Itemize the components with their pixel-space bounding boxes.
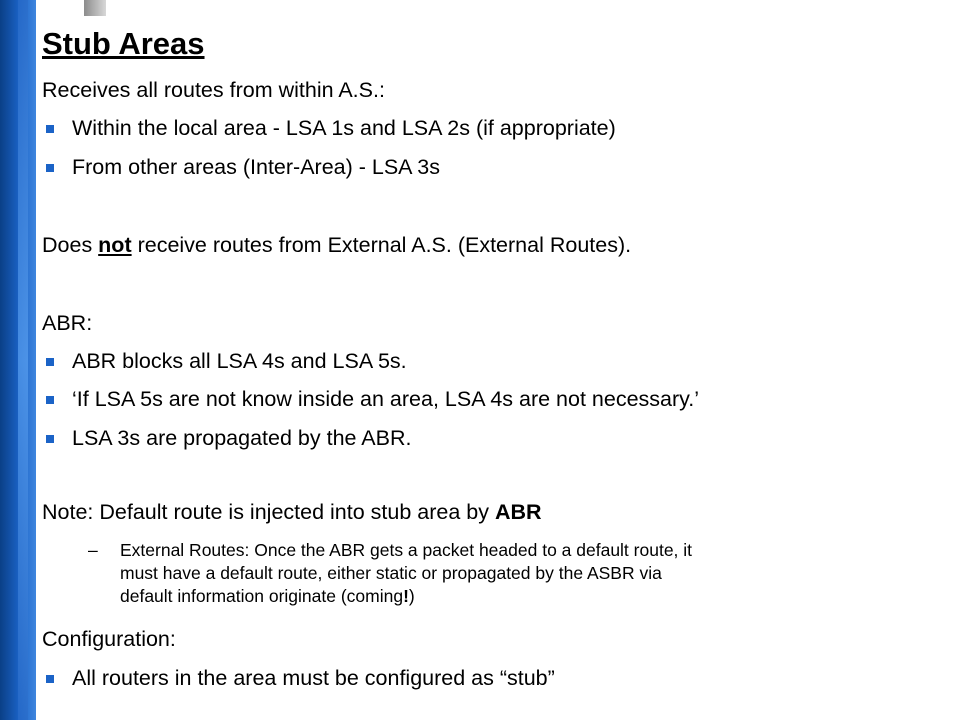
square-bullet-icon	[46, 396, 54, 404]
sub-note-line-1: External Routes: Once the ABR gets a packet headed to a default route, it	[120, 540, 693, 560]
sub-line3-bold: !	[403, 586, 409, 606]
sub-line3-prefix: default information originate (coming	[120, 586, 404, 606]
sub-note-line-3	[120, 585, 910, 608]
bullet-text: From other areas (Inter-Area) - LSA 3s	[72, 155, 441, 179]
configuration-heading: Configuration:	[42, 627, 176, 651]
bullet-item-6	[46, 666, 555, 691]
note-abr-bold: ABR	[494, 500, 542, 524]
square-bullet-icon	[46, 675, 54, 683]
dash-marker: –	[88, 540, 98, 560]
bullet-item-2	[46, 155, 440, 180]
bullet-item-4	[46, 387, 699, 412]
not-emphasis: not	[98, 233, 132, 257]
bullet-item-3	[46, 349, 407, 374]
sub-note-block	[88, 539, 948, 611]
square-bullet-icon	[46, 358, 54, 366]
bullet-item-5	[46, 426, 411, 451]
left-decorative-bar	[0, 0, 36, 720]
bullet-text: ‘If LSA 5s are not know inside an area, LSA 4s are not necessary.’	[72, 387, 700, 411]
bullet-item-1	[46, 116, 616, 141]
bullet-text: Within the local area - LSA 1s and LSA 2s (if appropriate)	[72, 116, 616, 140]
does-prefix: Does	[42, 233, 99, 257]
sub-note-line-2: must have a default route, either static or propagated by the ASBR via	[120, 563, 662, 583]
left-bar-stripe	[18, 0, 28, 720]
sub-line3-suffix: )	[408, 586, 415, 606]
does-suffix: receive routes from External A.S. (External Routes).	[131, 233, 632, 257]
sub-note-text	[120, 539, 910, 608]
square-bullet-icon	[46, 125, 54, 133]
slide-title: Stub Areas	[42, 26, 205, 61]
receives-line: Receives all routes from within A.S.:	[42, 78, 385, 102]
bullet-text: ABR blocks all LSA 4s and LSA 5s.	[72, 349, 407, 373]
top-corner-decoration	[84, 0, 106, 16]
does-not-line	[42, 233, 631, 258]
note-prefix: Note: Default route is injected into stub area by	[42, 500, 495, 524]
bullet-text: All routers in the area must be configured as “stub”	[72, 666, 555, 690]
bullet-text: LSA 3s are propagated by the ABR.	[72, 426, 412, 450]
slide-content	[36, 16, 960, 720]
square-bullet-icon	[46, 164, 54, 172]
abr-heading: ABR:	[42, 311, 93, 335]
square-bullet-icon	[46, 435, 54, 443]
note-line	[42, 500, 542, 525]
